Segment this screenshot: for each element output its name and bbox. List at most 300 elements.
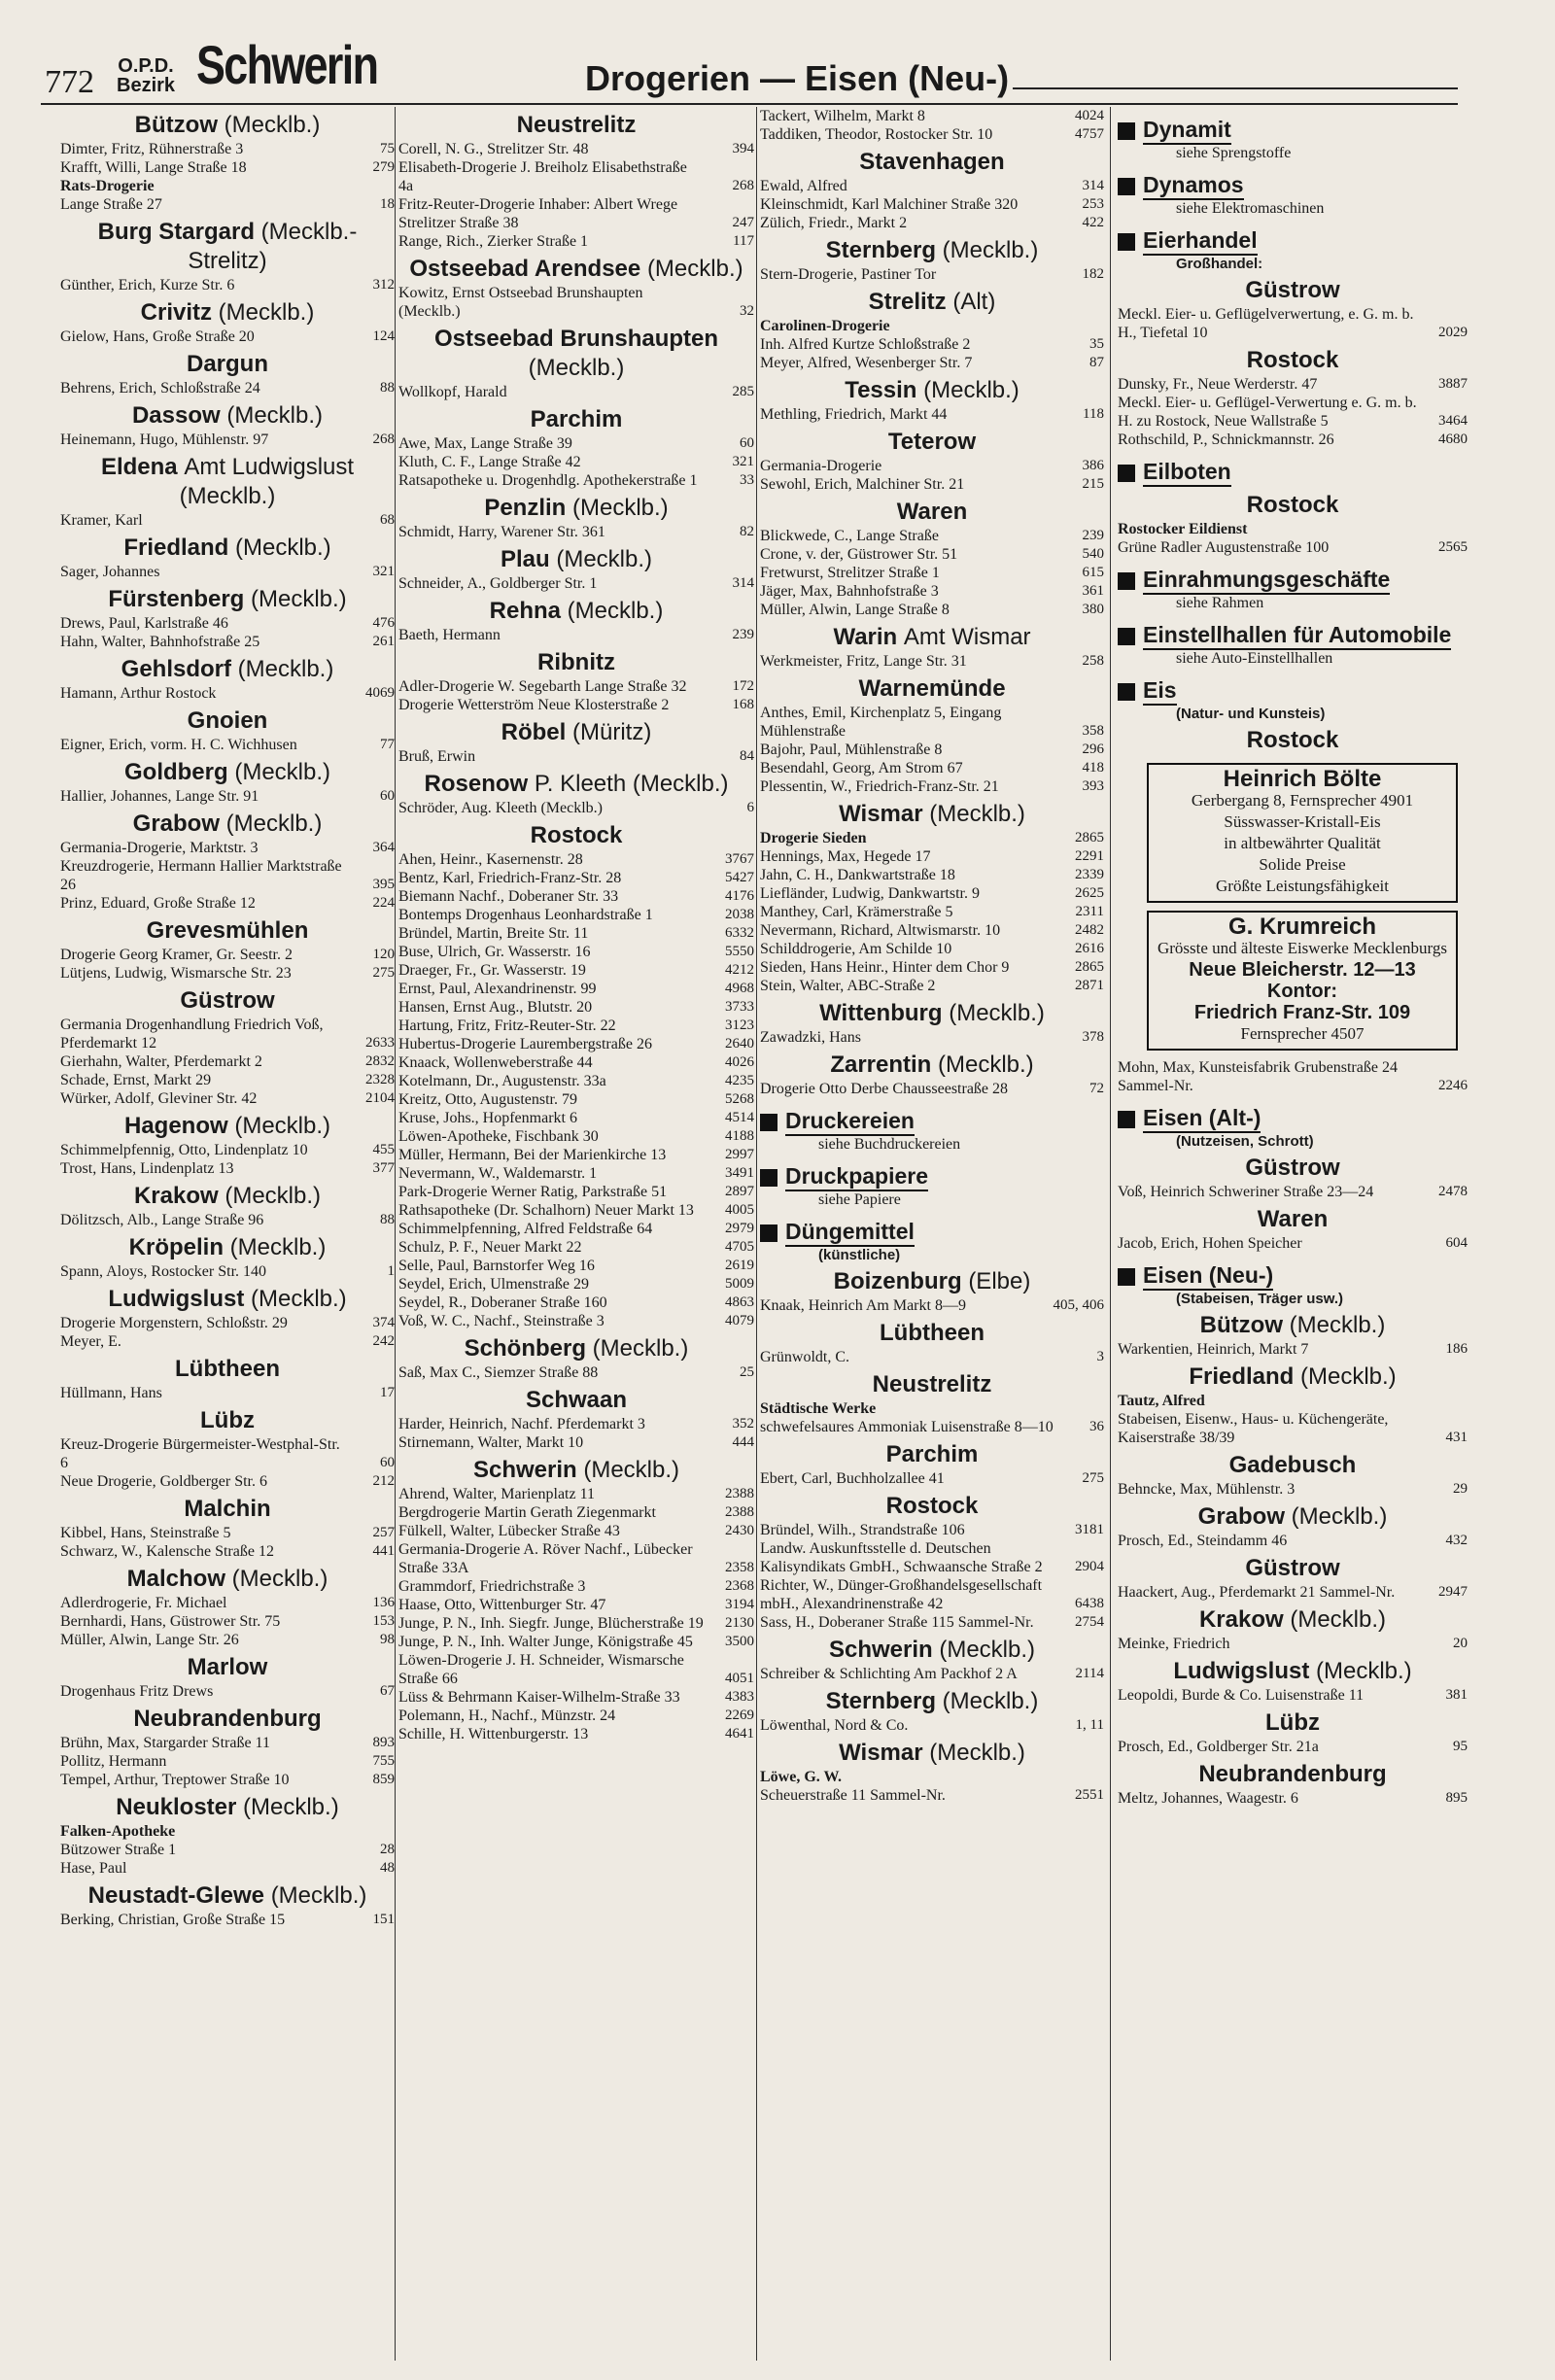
city-heading bbox=[760, 428, 1104, 457]
phone-number: 186 bbox=[1445, 1341, 1468, 1357]
listing-entry bbox=[760, 866, 1104, 884]
phone-number: 257 bbox=[372, 1525, 395, 1540]
listing-entry bbox=[1118, 1789, 1468, 1808]
city-name: Schwerin bbox=[828, 1637, 933, 1663]
city-qualifier: (Mecklb.) bbox=[556, 546, 653, 572]
city-heading bbox=[398, 1386, 754, 1415]
phone-number: 2565 bbox=[1438, 539, 1468, 555]
listing-name: Städtische Werke bbox=[760, 1400, 877, 1417]
phone-number: 364 bbox=[372, 840, 395, 855]
city-name: Bützow bbox=[1199, 1312, 1283, 1338]
bullet-square-icon bbox=[1118, 628, 1135, 645]
phone-number: 68 bbox=[380, 512, 395, 528]
phone-number: 422 bbox=[1082, 215, 1104, 230]
listing-name: Meckl. Eier- u. Geflügel-Verwertung e. G. m. b. H. zu Rostock, Neue Wallstraße 5 bbox=[1118, 395, 1417, 430]
phone-number: 48 bbox=[380, 1860, 395, 1876]
city-heading bbox=[760, 623, 1104, 652]
city-name: Boizenburg bbox=[833, 1268, 962, 1294]
listing-name: Germania-Drogerie A. Röver Nachf., Lübecker Straße 33A bbox=[398, 1541, 693, 1576]
listing-name: Fretwurst, Strelitzer Straße 1 bbox=[760, 565, 940, 581]
city-qualifier: (Mecklb.) bbox=[218, 299, 315, 326]
city-qualifier: (Mecklb.) bbox=[583, 1457, 680, 1483]
listing-name: Löwen-Apotheke, Fischbank 30 bbox=[398, 1128, 599, 1145]
listing-name: Zülich, Friedr., Markt 2 bbox=[760, 215, 908, 231]
phone-number: 893 bbox=[372, 1735, 395, 1750]
phone-number: 2478 bbox=[1438, 1184, 1468, 1199]
listing-name: Sieden, Hans Heinr., Hinter dem Chor 9 bbox=[760, 959, 1010, 976]
phone-number: 2865 bbox=[1075, 830, 1104, 845]
city-qualifier: (Mecklb.) bbox=[528, 355, 625, 381]
city-qualifier: (Mecklb.) bbox=[942, 1688, 1039, 1714]
category-name: Einstellhallen für Automobile bbox=[1143, 622, 1451, 650]
phone-number: 418 bbox=[1082, 760, 1104, 776]
city-qualifier: (Mecklb.) bbox=[942, 237, 1039, 263]
listing-name: Ernst, Paul, Alexandrinenstr. 99 bbox=[398, 981, 597, 997]
city-qualifier: (Mecklb.) bbox=[235, 535, 331, 561]
city-heading bbox=[398, 405, 754, 434]
listing-name: Bergdrogerie Martin Gerath Ziegenmarkt bbox=[398, 1504, 656, 1521]
listing-name: Inh. Alfred Kurtze Schloßstraße 2 bbox=[760, 336, 971, 353]
city-name: Sternberg bbox=[825, 1688, 936, 1714]
listing-entry bbox=[398, 961, 754, 980]
phone-number: 32 bbox=[740, 303, 754, 319]
city-heading bbox=[1118, 1311, 1468, 1340]
listing-entry bbox=[1118, 1234, 1468, 1253]
listing-name: Drogerie Wetterström Neue Klosterstraße 2 bbox=[398, 697, 670, 713]
city-name: Ribnitz bbox=[537, 649, 615, 675]
phone-number: 182 bbox=[1082, 266, 1104, 282]
city-heading bbox=[760, 288, 1104, 317]
city-heading bbox=[60, 218, 395, 276]
city-qualifier: (Mecklb.) bbox=[1316, 1658, 1412, 1684]
phone-number: 4514 bbox=[725, 1110, 754, 1125]
listing-entry bbox=[398, 1577, 754, 1596]
listing-entry bbox=[398, 158, 754, 195]
phone-number: 321 bbox=[732, 454, 754, 469]
city-name: Gnoien bbox=[187, 707, 268, 734]
city-qualifier: (Mecklb.) bbox=[234, 1113, 331, 1139]
listing-name: Müller, Alwin, Lange Str. 26 bbox=[60, 1632, 239, 1648]
listing-entry bbox=[60, 684, 395, 703]
listing-entry bbox=[1118, 1183, 1468, 1201]
city-name: Neukloster bbox=[116, 1794, 237, 1820]
listing-name: Würker, Adolf, Gleviner Str. 42 bbox=[60, 1090, 258, 1107]
phone-number: 36 bbox=[1089, 1419, 1104, 1434]
phone-number: 4705 bbox=[725, 1239, 754, 1255]
city-heading bbox=[60, 298, 395, 328]
listing-entry bbox=[60, 839, 395, 857]
phone-number: 118 bbox=[1083, 406, 1104, 422]
listing-entry bbox=[60, 1631, 395, 1649]
listing-entry bbox=[760, 107, 1104, 125]
listing-entry bbox=[760, 1613, 1104, 1632]
phone-number: 242 bbox=[372, 1333, 395, 1349]
phone-number: 2551 bbox=[1075, 1787, 1104, 1803]
city-name: Plau bbox=[500, 546, 550, 572]
listing-name: Kruse, Johs., Hopfenmarkt 6 bbox=[398, 1110, 577, 1126]
listing-name: Elisabeth-Drogerie J. Breiholz Elisabethstraße 4a bbox=[398, 159, 687, 194]
city-heading bbox=[60, 707, 395, 736]
category-heading bbox=[1118, 117, 1468, 145]
phone-number: 393 bbox=[1082, 778, 1104, 794]
listing-name: Schilddrogerie, Am Schilde 10 bbox=[760, 941, 952, 957]
city-heading bbox=[60, 1355, 395, 1384]
city-heading bbox=[1118, 1554, 1468, 1583]
listing-name: Prosch, Ed., Steindamm 46 bbox=[1118, 1533, 1288, 1549]
ad-line: Fernsprecher 4507 bbox=[1240, 1024, 1365, 1043]
listing-entry bbox=[398, 1293, 754, 1312]
cross-reference: siehe Papiere bbox=[818, 1191, 901, 1208]
phone-number: 2616 bbox=[1075, 941, 1104, 956]
listing-name: Lüss & Behrmann Kaiser-Wilhelm-Straße 33 bbox=[398, 1689, 680, 1706]
listing-name: Baeth, Hermann bbox=[398, 627, 501, 643]
listing-entry bbox=[760, 829, 1104, 847]
listing-name: Hüllmann, Hans bbox=[60, 1385, 162, 1401]
city-qualifier: (Mecklb.) bbox=[251, 1286, 347, 1312]
category-heading bbox=[1118, 227, 1468, 256]
listing-name: Germania-Drogerie, Marktstr. 3 bbox=[60, 840, 259, 856]
listing-entry bbox=[398, 1688, 754, 1707]
city-name: Zarrentin bbox=[830, 1052, 932, 1078]
listing-entry bbox=[760, 1028, 1104, 1047]
listing-name: Junge, P. N., Inh. Siegfr. Junge, Blücherstraße 19 bbox=[398, 1615, 704, 1632]
category-heading bbox=[760, 1163, 1104, 1191]
phone-number: 1, 11 bbox=[1075, 1717, 1104, 1733]
listing-name: Dimter, Fritz, Rühnerstraße 3 bbox=[60, 141, 244, 157]
city-name: Ludwigslust bbox=[108, 1286, 245, 1312]
phone-number: 2368 bbox=[725, 1578, 754, 1594]
listing-name: Junge, P. N., Inh. Walter Junge, Königstraße 45 bbox=[398, 1634, 693, 1650]
city-qualifier: (Mecklb.) bbox=[939, 1637, 1036, 1663]
city-name: Bützow bbox=[134, 112, 218, 138]
city-heading bbox=[60, 916, 395, 946]
phone-number: 352 bbox=[732, 1416, 754, 1431]
listing-entry bbox=[760, 125, 1104, 144]
ad-line: Neue Bleicherstr. 12—13 bbox=[1189, 959, 1416, 981]
phone-number: 3464 bbox=[1438, 413, 1468, 429]
phone-number: 2640 bbox=[725, 1036, 754, 1052]
listing-entry bbox=[398, 850, 754, 869]
listing-entry bbox=[60, 1472, 395, 1491]
listing-name: Müller, Alwin, Lange Straße 8 bbox=[760, 602, 950, 618]
city-heading bbox=[60, 1233, 395, 1262]
listing-entry bbox=[398, 453, 754, 471]
phone-number: 380 bbox=[1082, 602, 1104, 617]
phone-number: 2482 bbox=[1075, 922, 1104, 938]
phone-number: 2832 bbox=[365, 1053, 395, 1069]
listing-entry bbox=[760, 958, 1104, 977]
listing-entry bbox=[760, 195, 1104, 214]
listing-entry bbox=[398, 747, 754, 766]
listing-name: Seydel, Erich, Ulmenstraße 29 bbox=[398, 1276, 589, 1293]
listing-entry bbox=[760, 1576, 1104, 1613]
listing-name: Stirnemann, Walter, Markt 10 bbox=[398, 1434, 584, 1451]
city-heading bbox=[60, 350, 395, 379]
city-heading bbox=[398, 111, 754, 140]
listing-entry bbox=[398, 998, 754, 1017]
listing-name: Kramer, Karl bbox=[60, 512, 143, 529]
column-divider bbox=[1110, 107, 1111, 2361]
category-name: Eisen (Neu-) bbox=[1143, 1262, 1273, 1291]
category-heading bbox=[1118, 622, 1468, 650]
listing-entry bbox=[398, 1522, 754, 1540]
listing-entry bbox=[1118, 1532, 1468, 1550]
city-qualifier: (Mecklb.) bbox=[243, 1794, 339, 1820]
listing-entry bbox=[60, 158, 395, 177]
category-subtitle: (Natur- und Kunsteis) bbox=[1176, 706, 1326, 722]
listing-entry bbox=[760, 1665, 1104, 1683]
page-number: 772 bbox=[45, 64, 94, 100]
listing-entry bbox=[1118, 1583, 1468, 1602]
city-heading bbox=[1118, 1451, 1468, 1480]
listing-entry bbox=[398, 1164, 754, 1183]
city-heading bbox=[60, 986, 395, 1016]
listing-entry bbox=[60, 1052, 395, 1071]
city-heading bbox=[60, 111, 395, 140]
city-heading bbox=[1118, 1605, 1468, 1635]
city-heading bbox=[1118, 1657, 1468, 1686]
listing-name: Sass, H., Doberaner Straße 115 Sammel-Nr. bbox=[760, 1614, 1034, 1631]
city-heading bbox=[1118, 1502, 1468, 1532]
city-heading bbox=[1118, 1708, 1468, 1738]
listing-name: Kowitz, Ernst Ostseebad Brunshaupten (Mecklb.) bbox=[398, 285, 643, 320]
listing-name: Bründel, Wilh., Strandstraße 106 bbox=[760, 1522, 965, 1538]
listing-name: Taddiken, Theodor, Rostocker Str. 10 bbox=[760, 126, 993, 143]
city-name: Neustrelitz bbox=[872, 1371, 992, 1397]
listing-name: Bützower Straße 1 bbox=[60, 1842, 177, 1858]
listing-entry bbox=[398, 696, 754, 714]
category-name: Eilboten bbox=[1143, 459, 1231, 487]
phone-number: 215 bbox=[1082, 476, 1104, 492]
listing-name: Sager, Johannes bbox=[60, 564, 160, 580]
city-name: Strelitz bbox=[868, 289, 947, 315]
phone-number: 77 bbox=[380, 737, 395, 752]
listing-entry bbox=[760, 354, 1104, 372]
phone-number: 212 bbox=[372, 1473, 395, 1489]
phone-number: 2979 bbox=[725, 1221, 754, 1236]
phone-number: 151 bbox=[372, 1912, 395, 1927]
city-name: Gehlsdorf bbox=[121, 656, 231, 682]
listing-entry bbox=[398, 924, 754, 943]
city-name: Warin bbox=[833, 624, 898, 650]
listing-entry bbox=[760, 1539, 1104, 1576]
listing-entry bbox=[60, 563, 395, 581]
listing-name: Jäger, Max, Bahnhofstraße 3 bbox=[760, 583, 939, 600]
listing-name: Kreuzdrogerie, Hermann Hallier Marktstraße 26 bbox=[60, 858, 342, 893]
listing-name: Schade, Ernst, Markt 29 bbox=[60, 1072, 212, 1088]
bullet-square-icon bbox=[1118, 233, 1135, 251]
listing-entry bbox=[60, 1859, 395, 1878]
listing-name: Prosch, Ed., Goldberger Str. 21a bbox=[1118, 1739, 1319, 1755]
phone-number: 3887 bbox=[1438, 376, 1468, 392]
listing-name: Drogerie Morgenstern, Schloßstr. 29 bbox=[60, 1315, 288, 1331]
listing-entry bbox=[398, 1035, 754, 1053]
city-qualifier: (Mecklb.) bbox=[229, 1234, 327, 1260]
city-name: Parchim bbox=[530, 406, 623, 432]
phone-number: 394 bbox=[732, 141, 754, 156]
city-heading bbox=[1118, 276, 1468, 305]
city-name: Gadebusch bbox=[1228, 1452, 1357, 1478]
listing-entry bbox=[60, 1089, 395, 1108]
phone-number: 2947 bbox=[1438, 1584, 1468, 1600]
city-heading bbox=[760, 999, 1104, 1028]
listing-entry bbox=[760, 1080, 1104, 1098]
phone-number: 285 bbox=[732, 384, 754, 399]
phone-number: 17 bbox=[380, 1385, 395, 1400]
category-name: Druckereien bbox=[785, 1108, 915, 1136]
listing-name: Harder, Heinrich, Nachf. Pferdemarkt 3 bbox=[398, 1416, 645, 1432]
city-name: Güstrow bbox=[180, 987, 275, 1014]
city-name: Güstrow bbox=[1245, 277, 1340, 303]
listing-entry bbox=[1118, 375, 1468, 394]
category-heading bbox=[1118, 459, 1468, 487]
listing-entry bbox=[60, 787, 395, 806]
city-heading bbox=[398, 325, 754, 383]
phone-number: 5268 bbox=[725, 1091, 754, 1107]
category-name: Eis bbox=[1143, 677, 1177, 706]
phone-number: 2904 bbox=[1075, 1559, 1104, 1574]
city-name: Ostseebad Brunshaupten bbox=[433, 326, 719, 352]
listing-name: Kibbel, Hans, Steinstraße 5 bbox=[60, 1525, 231, 1541]
phone-number: 29 bbox=[1453, 1481, 1468, 1497]
listing-name: Wollkopf, Harald bbox=[398, 384, 507, 400]
city-heading bbox=[760, 1739, 1104, 1768]
listing-name: Draeger, Fr., Gr. Wasserstr. 19 bbox=[398, 962, 586, 979]
listing-name: Müller, Hermann, Bei der Marienkirche 13 bbox=[398, 1147, 667, 1163]
listing-entry bbox=[760, 545, 1104, 564]
city-qualifier: (Mecklb.) bbox=[251, 586, 347, 612]
listing-name: Drogerie Sieden bbox=[760, 830, 867, 846]
city-heading bbox=[60, 655, 395, 684]
listing-name: Löwen-Drogerie J. H. Schneider, Wismarsche Straße 66 bbox=[398, 1652, 684, 1687]
phone-number: 60 bbox=[380, 788, 395, 804]
listing-name: Gierhahn, Walter, Pferdemarkt 2 bbox=[60, 1053, 262, 1070]
listing-name: Gielow, Hans, Große Straße 20 bbox=[60, 328, 255, 345]
listing-name: Corell, N. G., Strelitzer Str. 48 bbox=[398, 141, 589, 157]
phone-number: 95 bbox=[1453, 1739, 1468, 1754]
phone-number: 432 bbox=[1445, 1533, 1468, 1548]
listing-entry bbox=[760, 527, 1104, 545]
advertisement-box bbox=[1147, 911, 1458, 1051]
phone-number: 239 bbox=[1082, 528, 1104, 543]
listing-entry bbox=[398, 1109, 754, 1127]
listing-name: Kotelmann, Dr., Augustenstr. 33a bbox=[398, 1073, 606, 1089]
listing-entry bbox=[398, 1238, 754, 1257]
phone-number: 2029 bbox=[1438, 325, 1468, 340]
cross-reference: siehe Auto-Einstellhallen bbox=[1176, 650, 1333, 667]
listing-entry bbox=[398, 1614, 754, 1633]
city-name: Fürstenberg bbox=[108, 586, 245, 612]
listing-entry bbox=[398, 434, 754, 453]
city-name: Malchin bbox=[184, 1496, 271, 1522]
city-heading bbox=[760, 1440, 1104, 1469]
city-heading bbox=[60, 1705, 395, 1734]
listing-entry bbox=[760, 1786, 1104, 1805]
phone-number: 441 bbox=[372, 1543, 395, 1559]
listing-name: Meinke, Friedrich bbox=[1118, 1636, 1230, 1652]
listing-entry bbox=[1118, 1686, 1468, 1705]
listing-name: schwefelsaures Ammoniak Luisenstraße 8—10 bbox=[760, 1419, 1054, 1435]
phone-number: 279 bbox=[372, 159, 395, 175]
phone-number: 2625 bbox=[1075, 885, 1104, 901]
city-heading bbox=[60, 1285, 395, 1314]
listing-name: Kleinschmidt, Karl Malchiner Straße 320 bbox=[760, 196, 1019, 213]
listing-name: Hahn, Walter, Bahnhofstraße 25 bbox=[60, 634, 260, 650]
phone-number: 604 bbox=[1445, 1235, 1468, 1251]
phone-number: 275 bbox=[1082, 1470, 1104, 1486]
listing-entry bbox=[398, 626, 754, 644]
phone-number: 253 bbox=[1082, 196, 1104, 212]
listing-entry bbox=[60, 511, 395, 530]
listing-entry bbox=[60, 1071, 395, 1089]
listing-entry bbox=[60, 1016, 395, 1052]
listing-entry bbox=[398, 523, 754, 541]
city-heading bbox=[60, 1565, 395, 1594]
listing-entry bbox=[60, 1734, 395, 1752]
listing-entry bbox=[760, 214, 1104, 232]
city-name: Waren bbox=[1257, 1206, 1329, 1232]
city-qualifier: (Mecklb.) bbox=[231, 1566, 328, 1592]
listing-name: Schröder, Aug. Kleeth (Mecklb.) bbox=[398, 800, 603, 816]
listing-entry bbox=[60, 195, 395, 214]
listing-name: Saß, Max C., Siemzer Straße 88 bbox=[398, 1364, 599, 1381]
cross-reference: siehe Buchdruckereien bbox=[818, 1136, 961, 1153]
listing-name: Schreiber & Schlichting Am Packhof 2 A bbox=[760, 1666, 1018, 1682]
city-name: Kröpelin bbox=[128, 1234, 224, 1260]
city-heading bbox=[760, 498, 1104, 527]
phone-number: 239 bbox=[732, 627, 754, 642]
listing-name: Hennings, Max, Hegede 17 bbox=[760, 848, 931, 865]
city-qualifier: (Mecklb.) bbox=[225, 811, 323, 837]
listing-entry bbox=[398, 1596, 754, 1614]
phone-number: 4968 bbox=[725, 981, 754, 996]
listing-name: Grüne Radler Augustenstraße 100 bbox=[1118, 539, 1330, 556]
city-name: Teterow bbox=[887, 429, 977, 455]
column-2 bbox=[398, 107, 754, 2361]
phone-number: 296 bbox=[1082, 742, 1104, 757]
listing-name: Germania-Drogerie bbox=[760, 458, 882, 474]
city-name: Eldena bbox=[100, 454, 178, 480]
phone-number: 2311 bbox=[1075, 904, 1104, 919]
category-subtitle: (künstliche) bbox=[818, 1247, 901, 1263]
city-heading bbox=[60, 453, 395, 511]
listing-entry bbox=[60, 1262, 395, 1281]
phone-number: 82 bbox=[740, 524, 754, 539]
listing-entry bbox=[398, 869, 754, 887]
listing-entry bbox=[60, 1771, 395, 1789]
phone-number: 2291 bbox=[1075, 848, 1104, 864]
listing-name: Hase, Paul bbox=[60, 1860, 127, 1877]
listing-entry bbox=[760, 335, 1104, 354]
phone-number: 540 bbox=[1082, 546, 1104, 562]
listing-name: Landw. Auskunftsstelle d. Deutschen Kalisyndikats GmbH., Schwaansche Straße 2 bbox=[760, 1540, 1043, 1575]
city-heading bbox=[60, 585, 395, 614]
phone-number: 4005 bbox=[725, 1202, 754, 1218]
city-name: Rostock bbox=[530, 822, 623, 848]
city-name: Röbel bbox=[501, 719, 567, 745]
city-qualifier: (Mecklb.) bbox=[572, 495, 669, 521]
listing-name: Manthey, Carl, Krämerstraße 5 bbox=[760, 904, 953, 920]
phone-number: 87 bbox=[1089, 355, 1104, 370]
listing-entry bbox=[1118, 1058, 1468, 1095]
ad-line: Grösste und älteste Eiswerke Mecklenburgs bbox=[1157, 939, 1448, 957]
category-subtitle: (Nutzeisen, Schrott) bbox=[1176, 1133, 1314, 1150]
city-name: Neustadt-Glewe bbox=[87, 1882, 265, 1909]
listing-name: Jahn, C. H., Dankwartstraße 18 bbox=[760, 867, 955, 883]
phone-number: 4235 bbox=[725, 1073, 754, 1088]
city-name: Neubrandenburg bbox=[133, 1706, 322, 1732]
phone-number: 3181 bbox=[1075, 1522, 1104, 1537]
